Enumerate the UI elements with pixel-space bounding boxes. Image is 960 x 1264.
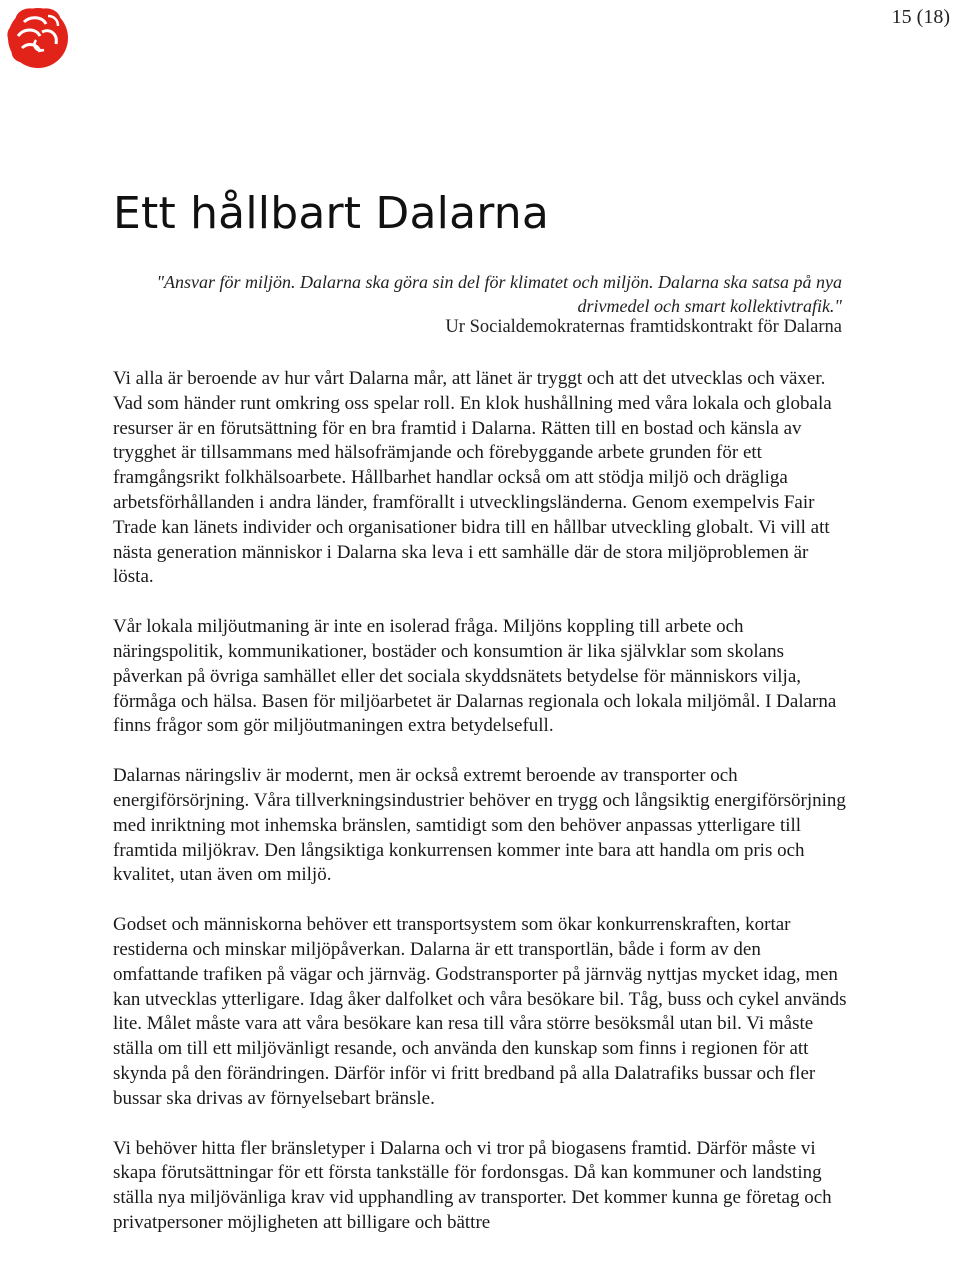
page-title: Ett hållbart Dalarna xyxy=(113,188,550,239)
paragraph: Vi behöver hitta fler bränsletyper i Dalarna och vi tror på biogasens framtid. Därför måste vi skapa förutsättningar för ett första tankställe för fordonsgas. Då kan kommuner och landsting ställa nya miljövänliga krav vid upphandling av transporter. Det kommer kunna ge företag och privatpersoner möjligheten att billigare och bättre xyxy=(113,1137,832,1233)
body-text xyxy=(113,367,848,1261)
rose-icon xyxy=(2,2,70,74)
quote-source: Ur Socialdemokraternas framtidskontrakt för Dalarna xyxy=(445,317,842,337)
paragraph: Vår lokala miljöutmaning är inte en isolerad fråga. Miljöns koppling till arbete och näringspolitik, kommunikationer, bostäder och konsumtion är lika självklar som skolans påverkan på övriga samhället eller det sociala skyddsnätets betydelse för människors vilja, förmåga och hälsa. Basen för miljöarbetet är Dalarnas regionala och lokala miljömål. I Dalarna finns frågor som gör miljöutmaningen extra betydelsefull. xyxy=(113,616,837,737)
quote-text: "Ansvar för miljön. Dalarna ska göra sin del för klimatet och miljön. Dalarna ska satsa på nya drivmedel och smart kollektivtrafik." xyxy=(156,272,842,316)
paragraph: Dalarnas näringsliv är modernt, men är också extremt beroende av transporter och energiförsörjning. Våra tillverkningsindustrier behöver en trygg och långsiktig energiförsörjning med inriktning mot inhemska bränslen, samtidigt som den behöver anpassas ytterligare till framtida miljökrav. Den långsiktiga konkurrensen kommer inte bara att handla om pris och kvalitet, utan även om miljö. xyxy=(113,765,846,886)
paragraph: Godset och människorna behöver ett transportsystem som ökar konkurrenskraften, kortar restiderna och minskar miljöpåverkan. Dalarna är ett transportlän, både i form av den omfattande trafiken på vägar och järnväg. Godstransporter på järnväg nyttjas mycket idag, men kan utvecklas ytterligare. Idag åker dalfolket och våra besökare bil. Tåg, buss och cykel används lite. Målet måste vara att våra besökare kan resa till våra större besöksmål utan bil. Vi måste ställa om till ett miljövänligt resande, och använda den kunskap som finns i regionen för att skynda på den förändringen. Därför inför vi fritt bredband på alla Dalatrafiks bussar och fler bussar ska drivas av förnyelsebart bränsle. xyxy=(113,914,847,1109)
party-rose-logo xyxy=(2,2,70,74)
paragraph: Vi alla är beroende av hur vårt Dalarna mår, att länet är tryggt och att det utvecklas och växer. Vad som händer runt omkring oss spelar roll. En klok hushållning med våra lokala och globala resurser är en förutsättning för en bra framtid i Dalarna. Rätten till en bostad och känsla av trygghet är tillsammans med hälsofrämjande och förebyggande arbete grunden för ett framgångsrikt folkhälsoarbete. Hållbarhet handlar också om att stödja miljö och drägliga arbetsförhållanden i andra länder, framförallt i utvecklingsländerna. Genom exempelvis Fair Trade kan länets individer och organisationer bidra till en hållbar utveckling globalt. Vi vill att nästa generation människor i Dalarna ska leva i ett samhälle där de stora miljöproblemen är lösta. xyxy=(113,368,832,588)
page-number: 15 (18) xyxy=(891,6,950,28)
